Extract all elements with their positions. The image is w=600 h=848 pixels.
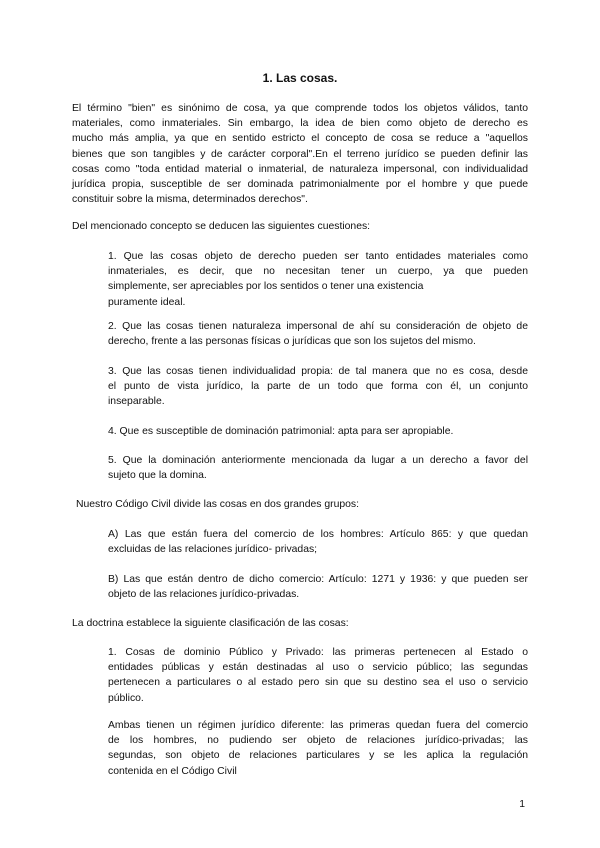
text-line: A) Las que están fuera del comercio de los hombres: Artículo 865: y que quedan [108, 529, 528, 540]
text-line: materiales, como inmateriales. Sin embargo, la idea de bien como objeto de derecho es [72, 118, 528, 130]
deducen-paragraph [72, 219, 528, 234]
text-line: simplemente, ser apreciables por los sentidos o tener una existencia [108, 281, 424, 293]
text-line: inmateriales, es decir, que no necesitan tener un cuerpo, ya que pueden [108, 266, 528, 278]
grupo-item-b [108, 572, 528, 602]
text-line: inseparable. [108, 396, 165, 408]
text-line: El término "bien" es sinónimo de cosa, ya que comprende todos los objetos válidos, tanto [72, 103, 528, 114]
codigo-paragraph [76, 497, 528, 512]
text-line: La doctrina establece la siguiente clasificación de las cosas: [72, 618, 349, 629]
text-line: Ambas tienen un régimen jurídico diferente: las primeras quedan fuera del comercio [108, 720, 528, 731]
text-line: el punto de vista jurídico, la parte de un todo que forma con él, un conjunto [108, 381, 528, 393]
text-line: 4. Que es susceptible de dominación patrimonial: apta para ser apropiable. [108, 426, 454, 437]
cuestion-item-3 [108, 364, 528, 410]
text-line: entidades públicas y están destinadas al uso o servicio público; las segundas [108, 662, 528, 674]
intro-paragraph [72, 101, 528, 207]
text-line: de los hombres, no pudiendo ser objeto de relaciones jurídico-privadas; las [108, 735, 528, 747]
cuestion-item-4 [108, 424, 528, 439]
text-line: 1. Que las cosas objeto de derecho pueden ser tanto entidades materiales como [108, 251, 528, 262]
text-line: 1. Cosas de dominio Público y Privado: las primeras pertenecen al Estado o [108, 647, 528, 658]
text-line: excluidas de las relaciones jurídico- privadas; [108, 544, 318, 556]
text-line: pertenecen a particulares o al estado pero sin que su destino sea el uso o servicio [108, 677, 528, 689]
text-line: 5. Que la dominación anteriormente mencionada da lugar a un derecho a favor del [108, 455, 528, 466]
text-line: derecho, frente a las personas físicas o jurídicas que son los sujetos del mismo. [108, 336, 476, 348]
cuestion-item-2 [108, 319, 528, 349]
text-line: objeto de las relaciones jurídico-privadas. [108, 589, 300, 601]
grupo-item-a [108, 527, 528, 557]
text-line: constituir sobre la misma, determinados derechos". [72, 194, 308, 206]
cuestion-item-5 [108, 453, 528, 483]
text-line: segundas, son objeto de relaciones particulares y se les aplica la regulación [108, 750, 528, 762]
text-line: sujeto que la domina. [108, 470, 207, 482]
text-line: 2. Que las cosas tienen naturaleza impersonal de ahí su consideración de objeto de [108, 321, 528, 332]
section-title: 1. Las cosas. [262, 71, 338, 85]
text-line: Nuestro Código Civil divide las cosas en dos grandes grupos: [76, 499, 360, 510]
text-line: público. [108, 692, 144, 704]
text-line: puramente ideal. [108, 296, 186, 308]
text-line: Del mencionado concepto se deducen las siguientes cuestiones: [72, 221, 371, 232]
doctrina-paragraph [72, 616, 528, 631]
text-line: bienes que son tangibles y de carácter corporal".En el terreno jurídico se pueden definir las [72, 148, 528, 160]
page-number: 1 [519, 799, 525, 810]
text-line: B) Las que están dentro de dicho comercio: Artículo: 1271 y 1936: y que pueden ser [108, 574, 528, 585]
clasificacion-item-2 [108, 718, 528, 779]
clasificacion-item-1 [108, 645, 528, 706]
text-line: mucho más amplia, ya que en sentido estricto el concepto de cosa se reduce a "aquellos [72, 133, 528, 145]
text-line: 3. Que las cosas tienen individualidad propia: de tal manera que no es cosa, desde [108, 366, 528, 377]
text-line: cosas como "toda entidad material o inmaterial, de naturaleza impersonal, con individualidad [72, 163, 528, 175]
cuestion-item-1 [108, 249, 528, 310]
text-line: contenida en el Código Civil [108, 765, 237, 777]
text-line: jurídica propia, susceptible de ser dominada patrimonialmente por el hombre y que puede [72, 179, 528, 191]
